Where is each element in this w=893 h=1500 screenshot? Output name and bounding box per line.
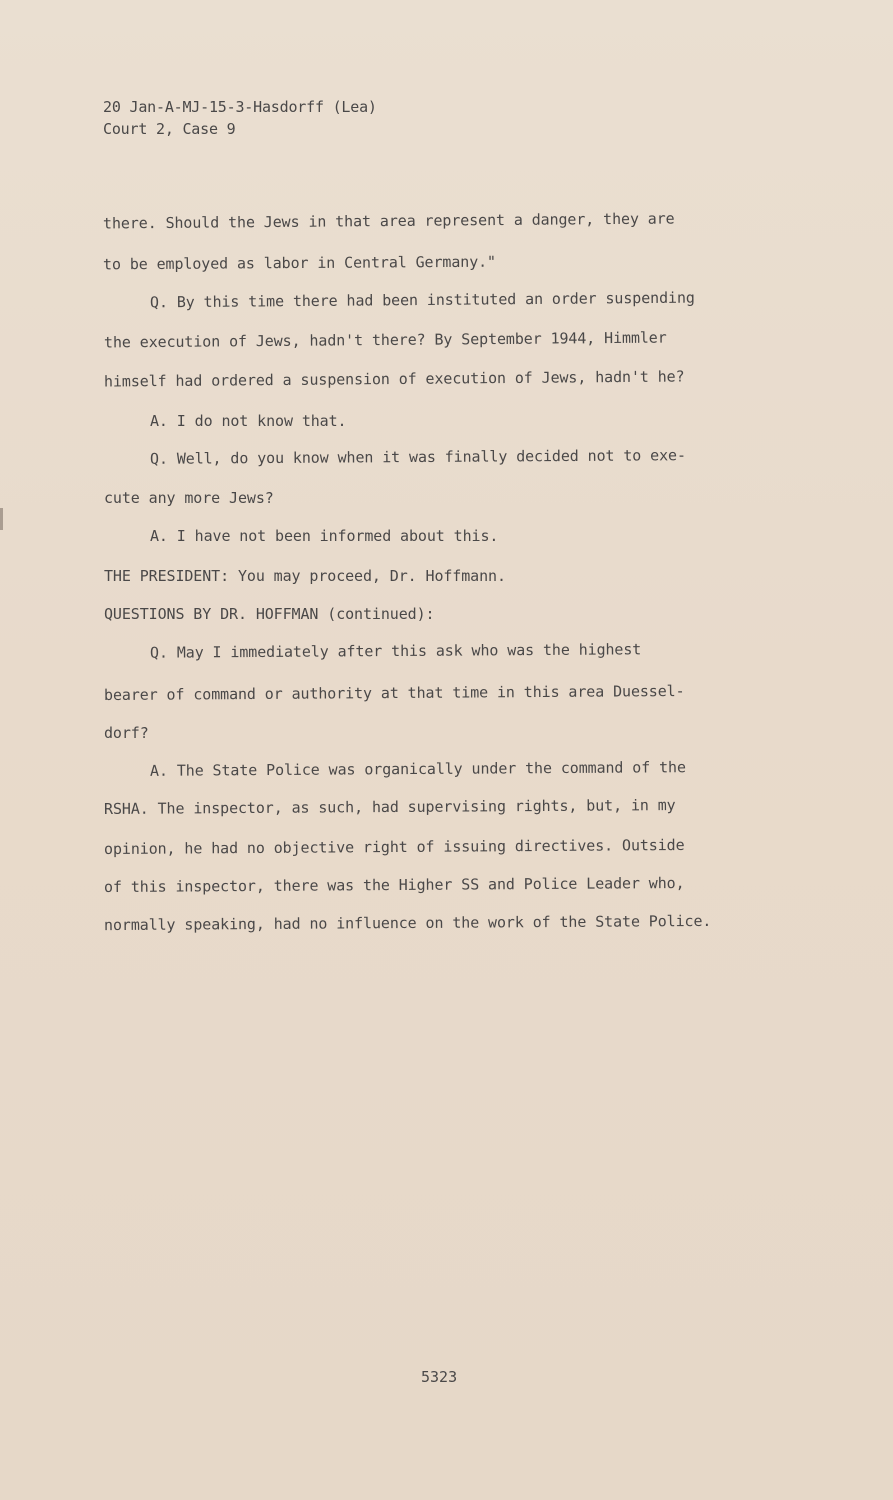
body-line: to be employed as labor in Central Germany." bbox=[102, 252, 497, 274]
body-line: opinion, he had no objective right of issuing directives. Outside bbox=[103, 835, 685, 859]
body-line: A. The State Police was organically under the command of the bbox=[149, 758, 686, 780]
body-line: QUESTIONS BY DR. HOFFMAN (continued): bbox=[104, 605, 435, 623]
body-line: bearer of command or authority at that time in this area Duessel- bbox=[103, 681, 685, 705]
document-header bbox=[103, 96, 377, 140]
body-line: of this inspector, there was the Higher SS and Police Leader who, bbox=[103, 873, 685, 897]
body-line: Q. May I immediately after this ask who was the highest bbox=[149, 640, 642, 662]
body-line: A. I have not been informed about this. bbox=[150, 527, 499, 545]
body-line: Q. By this time there had been instituted an order suspending bbox=[149, 288, 695, 312]
header-court-case: Court 2, Case 9 bbox=[103, 120, 236, 138]
body-line: RSHA. The inspector, as such, had supervising rights, but, in my bbox=[103, 796, 676, 818]
body-line: A. I do not know that. bbox=[150, 412, 347, 430]
body-line: dorf? bbox=[104, 724, 149, 742]
edge-mark bbox=[0, 508, 3, 530]
body-line: THE PRESIDENT: You may proceed, Dr. Hoffmann. bbox=[104, 567, 506, 585]
body-line: normally speaking, had no influence on the work of the State Police. bbox=[103, 911, 712, 935]
body-line: cute any more Jews? bbox=[104, 489, 274, 507]
body-line: there. Should the Jews in that area represent a danger, they are bbox=[102, 209, 675, 233]
header-case-reference: 20 Jan-A-MJ-15-3-Hasdorff (Lea) bbox=[103, 98, 377, 116]
body-line: the execution of Jews, hadn't there? By September 1944, Himmler bbox=[103, 328, 667, 352]
body-line: Q. Well, do you know when it was finally decided not to exe- bbox=[149, 446, 686, 468]
body-line: himself had ordered a suspension of execution of Jews, hadn't he? bbox=[103, 367, 685, 391]
page-number: 5323 bbox=[421, 1368, 458, 1386]
